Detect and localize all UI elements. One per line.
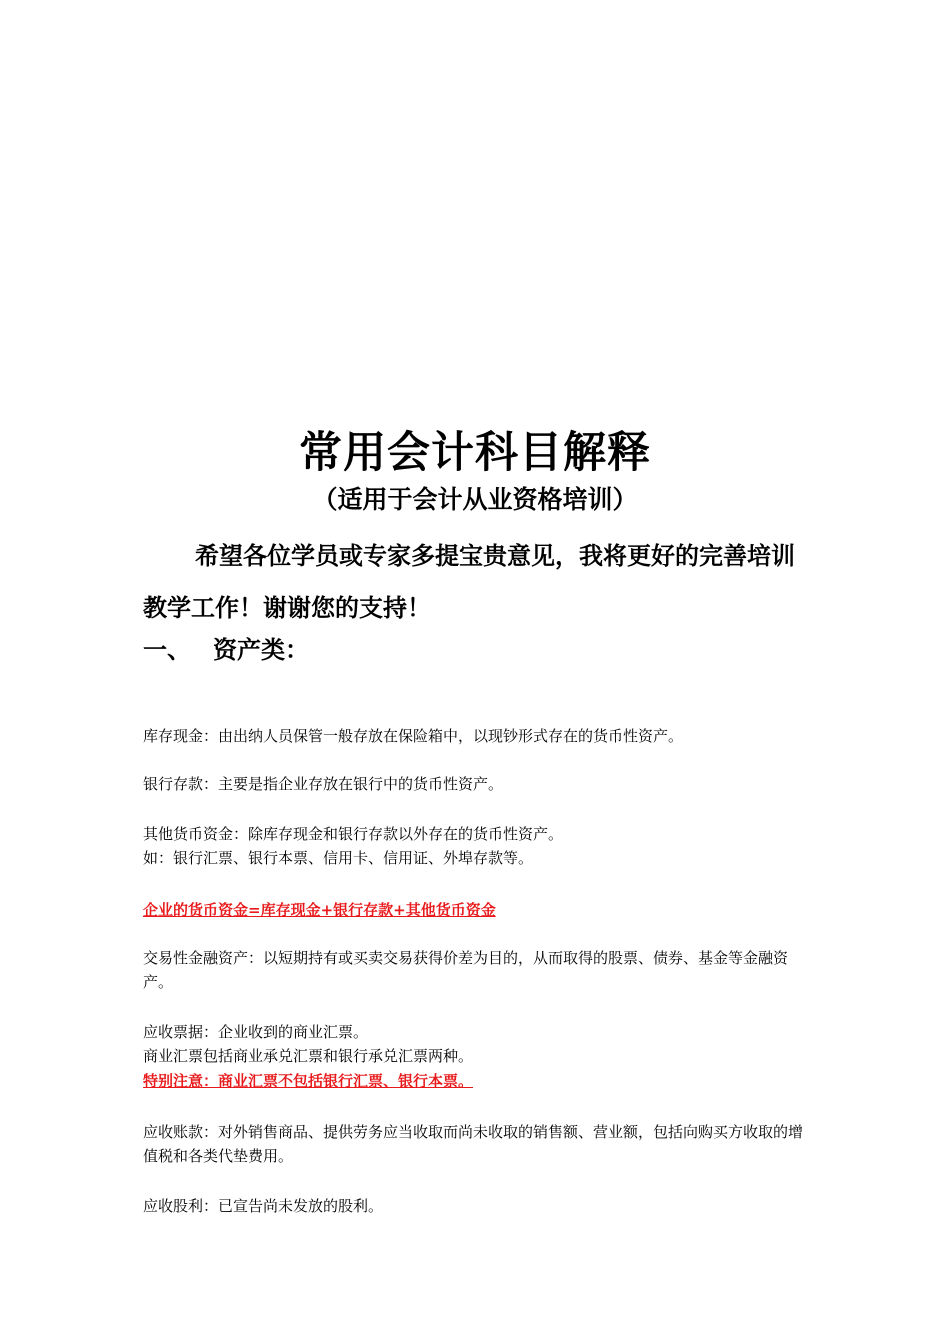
special-note-line bbox=[143, 1069, 813, 1093]
entry-trading-assets: 交易性金融资产：以短期持有或买卖交易获得价差为目的，从而取得的股票、债券、基金等金融资产。 bbox=[143, 949, 789, 991]
entry-other-funds-examples: 如：银行汇票、银行本票、信用卡、信用证、外埠存款等。 bbox=[143, 849, 534, 867]
intro-paragraph: 希望各位学员或专家多提宝贵意见，我将更好的完善培训教学工作！谢谢您的支持！ bbox=[143, 542, 795, 622]
section-title: 资产类： bbox=[213, 636, 309, 664]
section-number: 一、 bbox=[143, 636, 191, 664]
section-heading-assets bbox=[143, 632, 309, 668]
monetary-funds-formula: 企业的货币资金=库存现金+银行存款+其他货币资金 bbox=[143, 901, 496, 919]
entry-bank-deposit: 银行存款：主要是指企业存放在银行中的货币性资产。 bbox=[143, 775, 504, 793]
entry-dividends-receivable: 应收股利：已宣告尚未发放的股利。 bbox=[143, 1197, 384, 1215]
entry-commercial-bills: 商业汇票包括商业承兑汇票和银行承兑汇票两种。 bbox=[143, 1047, 474, 1065]
entry-notes-receivable: 应收票据：企业收到的商业汇票。 bbox=[143, 1023, 369, 1041]
entry-cash: 库存现金：由出纳人员保管一般存放在保险箱中，以现钞形式存在的货币性资产。 bbox=[143, 727, 684, 745]
entry-other-funds: 其他货币资金：除库存现金和银行存款以外存在的货币性资产。 bbox=[143, 825, 564, 843]
document-subtitle: （适用于会计从业资格培训） bbox=[312, 485, 638, 514]
document-title: 常用会计科目解释 bbox=[299, 428, 651, 478]
special-note: 特别注意：商业汇票不包括银行汇票、银行本票。 bbox=[143, 1072, 474, 1090]
entry-accounts-receivable: 应收账款：对外销售商品、提供劳务应当收取而尚未收取的销售额、营业额，包括向购买方收取的增值税和各类代垫费用。 bbox=[143, 1123, 804, 1165]
formula-line bbox=[143, 898, 813, 922]
